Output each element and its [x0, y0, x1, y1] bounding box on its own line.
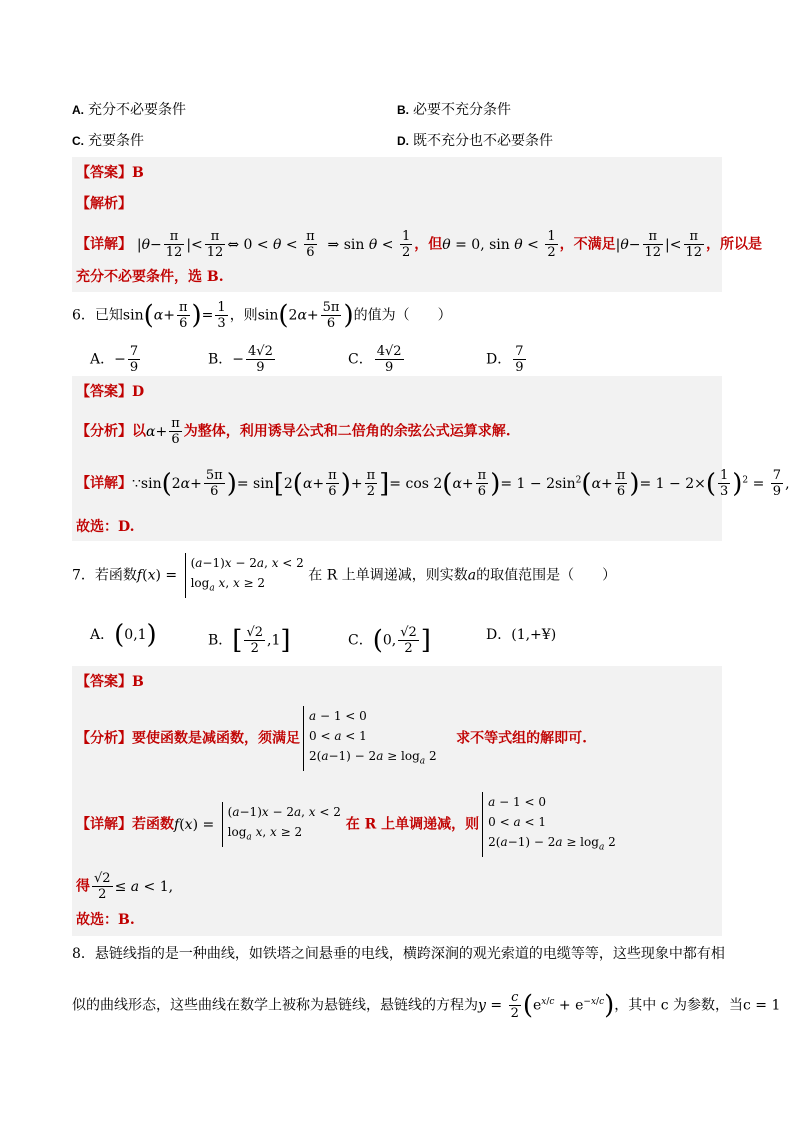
q7-option-a[interactable]: A．(0,1)	[90, 620, 157, 650]
stem-text: 的值为（ ）	[353, 307, 452, 324]
detail-text: 在 R 上单调递减，则	[345, 816, 480, 833]
analysis-text: 要使函数是减函数，须满足	[132, 730, 300, 747]
option-text: 必要不充分条件	[413, 102, 511, 118]
q7-result: 得 $\frac{√2}{2}$ ≤ a < 1,	[76, 871, 174, 902]
option-letter: A．	[90, 351, 115, 368]
stem-text: 已知	[94, 307, 123, 324]
option-text: 充要条件	[88, 133, 144, 149]
q6-answer	[76, 382, 144, 402]
option-letter: B．	[208, 632, 233, 649]
answer-label: 【答案】	[76, 674, 132, 690]
q7-conclusion: 故选：B.	[76, 912, 135, 928]
q8-line2: 似的曲线形态，这些曲线在数学上被称为悬链线，悬链线的方程为y = $\frac{c}{2}$ $(e^{x/c} + e^{-x/c})$，其中 c 为参数，当c = 1	[72, 990, 781, 1021]
option-text: 充分不必要条件	[88, 102, 186, 118]
q8-line1	[72, 944, 725, 964]
q7-option-b[interactable]: B．[ $\frac{√2}{2}$ ,1]	[208, 625, 291, 656]
result-text: 得	[76, 878, 90, 895]
detail-formula-2: θ = 0, sin θ < $\frac{1}{2}$	[442, 229, 556, 260]
q5-option-d[interactable]	[397, 131, 553, 151]
option-letter: D．	[486, 351, 512, 368]
option-letter: A．	[90, 627, 115, 643]
analysis-text: 以	[132, 423, 146, 440]
option-letter: D．	[486, 627, 512, 643]
stem-text: 悬链线指的是一种曲线，如铁塔之间悬垂的电线，横跨深涧的观光索道的电缆等等，这些现象中都有相	[94, 946, 725, 962]
detail-text-3: ，所以是	[706, 236, 763, 253]
q7-detail: 【详解】若函数f(x) = (a−1)x − 2a, x < 2 $\log_a x$, x ≥ 2 在 R 上单调递减，则 a − 1 < 0 0 < a < 1 $2(a-1) - 2a \ge \log_a 2$	[76, 792, 616, 857]
q6-detail: 【详解】∵sin(2α+ $\frac{5\pi}{6}$ )= sin[2(α+ $\frac{\pi}{6}$ )+ $\frac{\pi}{2}$ ]= cos 2(α+ $\frac{\pi}{6}$ )= $1 - 2\sin^2(\alpha+$ $\frac{\pi}{6}$ )= 1 − 2×( $\frac{1}{3}$ )$^2$ = $\frac{7}{9}$ ,	[76, 468, 790, 499]
analysis-text: 为整体，利用诱导公式和二倍角的余弦公式运算求解.	[183, 423, 511, 440]
q6-stem: 6．已知sin(α+ $\frac{\pi}{6}$ )= $\frac{1}{3}$ ，则sin(2α+ $\frac{5\pi}{6}$ )的值为（ ）	[72, 300, 452, 331]
option-letter: A.	[72, 103, 84, 117]
analysis-text: 求不等式组的解即可.	[456, 730, 587, 747]
option-text: 既不充分也不必要条件	[413, 133, 553, 149]
q6-conclusion: 故选：D.	[76, 519, 135, 535]
q7-stem: 7．若函数f(x) = (a−1)x − 2a, x < 2 $\log_a x$, x ≥ 2 在 R 上单调递减，则实数a的取值范围是（ ）	[72, 553, 616, 598]
answer-value: D	[132, 384, 145, 400]
stem-text: ，则	[229, 307, 258, 324]
stem-text: 在 R 上单调递减，则实数	[308, 567, 468, 584]
detail-text-2: ，不满足	[559, 236, 616, 253]
detail-label: 【详解】	[76, 475, 132, 492]
q5-detail-line2: 充分不必要条件，选 B.	[76, 269, 224, 285]
q5-option-b[interactable]	[397, 100, 511, 120]
question-number: 8．	[72, 946, 95, 962]
option-text: (1,+¥)	[511, 627, 557, 643]
q6-option-a[interactable]: A．− $\frac{7}{9}$	[90, 344, 139, 375]
q5-detail-line1	[76, 229, 762, 260]
q7-solution-block	[72, 666, 722, 936]
stem-text: 若函数	[94, 567, 137, 584]
q7-answer	[76, 672, 144, 692]
option-letter: C．	[348, 351, 373, 368]
stem-text: 似的曲线形态，这些曲线在数学上被称为悬链线，悬链线的方程为	[72, 997, 478, 1014]
stem-text: c = 1	[743, 997, 781, 1014]
q5-solution-block	[72, 157, 763, 292]
answer-label: 【答案】	[76, 165, 132, 181]
detail-text: 若函数	[132, 816, 174, 833]
option-letter: B.	[397, 103, 409, 117]
q6-option-c[interactable]: C． $\frac{4√2}{9}$	[348, 344, 402, 375]
detail-formula-1: |θ− $\frac{\pi}{12}$ |< $\frac{\pi}{12}$ ⇔ 0 < θ < $\frac{\pi}{6}$ ⇒ sin θ < $\frac{1}{2}$	[136, 229, 411, 260]
q5-option-a[interactable]	[72, 100, 186, 120]
detail-label: 【详解】	[76, 236, 132, 253]
answer-value: B	[132, 674, 144, 690]
stem-text: 的取值范围是（ ）	[476, 567, 617, 584]
answer-label: 【答案】	[76, 384, 132, 400]
q7-analysis: 【分析】要使函数是减函数，须满足 a − 1 < 0 0 < a < 1 $2(a-1) - 2a \ge \log_a 2$ 求不等式组的解即可.	[76, 706, 587, 771]
q6-solution-block	[72, 376, 790, 541]
option-letter: C.	[72, 134, 84, 148]
q6-analysis: 【分析】以α+ $\frac{\pi}{6}$ 为整体，利用诱导公式和二倍角的余弦公式运算求解.	[76, 416, 511, 447]
option-letter: B．	[208, 351, 233, 368]
q6-option-d[interactable]: D． $\frac{7}{9}$	[486, 344, 524, 375]
option-letter: D.	[397, 134, 409, 148]
q7-option-c[interactable]: C．(0, $\frac{√2}{2}$ ]	[348, 625, 431, 656]
option-letter: C．	[348, 632, 373, 649]
question-number: 6．	[72, 307, 95, 324]
analysis-label: 【分析】	[76, 423, 132, 440]
q6-option-b[interactable]: B．− $\frac{4√2}{9}$	[208, 344, 273, 375]
detail-label: 【详解】	[76, 816, 132, 833]
analysis-label: 【分析】	[76, 730, 132, 747]
answer-value: B	[132, 165, 144, 181]
stem-text: ，其中 c 为参数，当	[614, 997, 744, 1014]
q5-analysis-label: 【解析】	[76, 196, 132, 212]
question-number: 7．	[72, 567, 95, 584]
q5-answer	[76, 163, 144, 183]
q7-option-d[interactable]	[486, 625, 556, 645]
q5-option-c[interactable]	[72, 131, 144, 151]
detail-text-1: ，但	[414, 236, 443, 253]
detail-formula-3: |θ− $\frac{\pi}{12}$ |< $\frac{\pi}{12}$	[615, 229, 703, 260]
